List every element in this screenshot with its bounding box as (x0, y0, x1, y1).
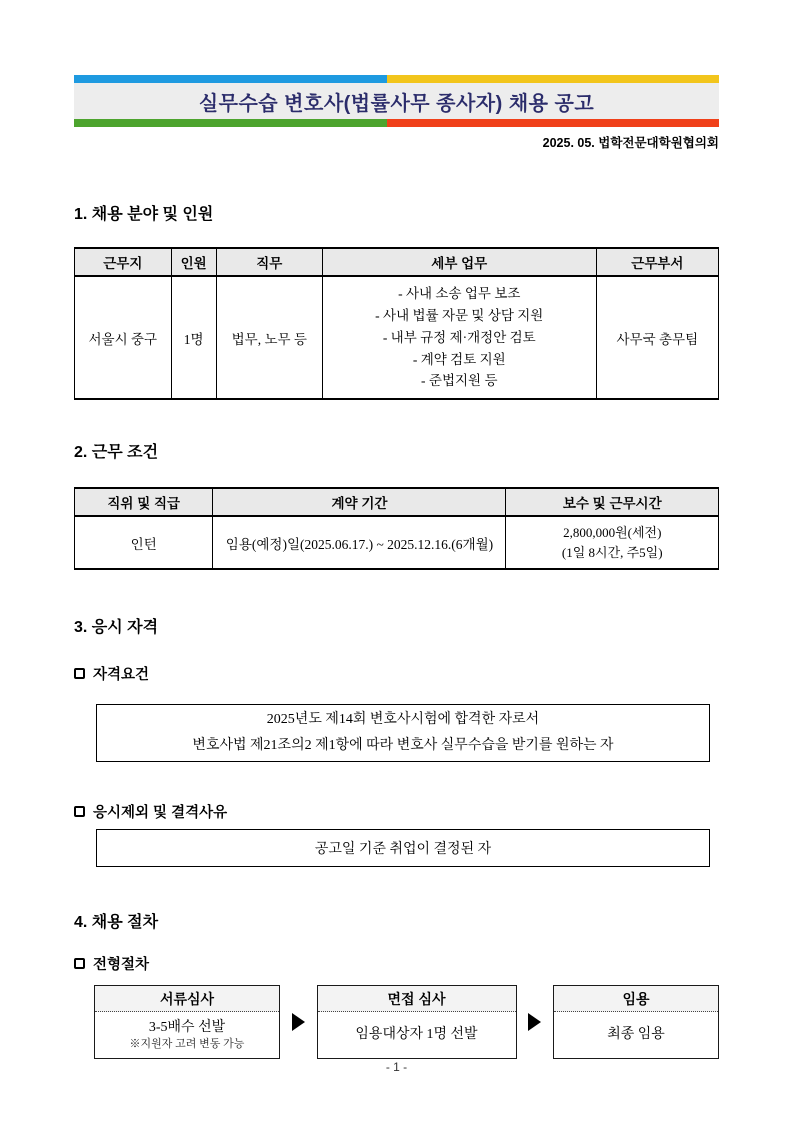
duty-cell: 법무, 노무 등 (216, 276, 322, 399)
column-header-details: 세부 업무 (322, 248, 596, 276)
qualification-box (96, 704, 710, 762)
process-label: 전형절차 (93, 957, 150, 974)
step-line1: 최종 임용 (607, 1027, 665, 1043)
details-cell (322, 276, 596, 399)
detail-line: - 사내 소송 업무 보조 (398, 286, 521, 301)
green-bar-segment (74, 119, 387, 127)
page-number: - 1 - (385, 1060, 408, 1074)
title-band (74, 83, 719, 119)
detail-line: - 계약 검토 지원 (412, 351, 506, 367)
recruitment-table-row (75, 276, 719, 399)
recruitment-table (74, 247, 719, 400)
section4-heading: 4. 채용 절차 (74, 914, 159, 932)
section3-heading: 3. 응시 자격 (74, 619, 159, 637)
recruitment-table-header-row (75, 248, 719, 276)
header-banner (74, 75, 719, 127)
square-bullet-icon (74, 806, 85, 817)
exclusion-subheading (74, 801, 719, 822)
step-line1: 3-5배수 선발 (148, 1020, 226, 1036)
step-body (554, 1012, 718, 1058)
step-line1: 임용대상자 1명 선발 (355, 1027, 478, 1043)
step-body (95, 1012, 279, 1058)
pay-hours-cell (506, 516, 719, 569)
detail-line: - 준법지원 등 (421, 373, 498, 389)
work-conditions-table (74, 487, 719, 570)
red-bar-segment (387, 119, 719, 127)
conditions-table-header-row (75, 488, 719, 516)
exclusion-box (96, 829, 710, 867)
hours-line: (1일 8시간, 주5일) (561, 544, 663, 560)
detail-line: - 사내 법률 자문 및 상담 지원 (375, 307, 544, 323)
arrow-right-icon (292, 1013, 305, 1031)
square-bullet-icon (74, 958, 85, 969)
headcount-cell: 1명 (171, 276, 216, 399)
step-box-appointment (553, 985, 719, 1059)
pay-line: 2,800,000원(세전) (563, 525, 662, 541)
process-subheading (74, 953, 719, 974)
column-header-contract-period: 계약 기간 (213, 488, 506, 516)
square-bullet-icon (74, 668, 85, 679)
column-header-headcount: 인원 (171, 248, 216, 276)
section2-heading: 2. 근무 조건 (74, 444, 159, 462)
step-title: 면접 심사 (318, 986, 516, 1012)
qualification-line: 2025년도 제14회 변호사시험에 합격한 자로서 (266, 712, 540, 728)
arrow-right-icon (528, 1013, 541, 1031)
top-color-bar (74, 75, 719, 83)
section1-heading: 1. 채용 분야 및 인원 (74, 206, 214, 223)
exclusion-label: 응시제외 및 결격사유 (93, 805, 228, 822)
step-body (318, 1012, 516, 1058)
qualification-label: 자격요건 (93, 667, 150, 684)
step-box-interview (317, 985, 517, 1059)
contract-period-cell: 임용(예정)일(2025.06.17.) ~ 2025.12.16.(6개월) (213, 516, 506, 569)
step-title: 서류심사 (95, 986, 279, 1012)
exclusion-line: 공고일 기준 취업이 결정된 자 (314, 842, 492, 858)
column-header-position: 직위 및 직급 (75, 488, 213, 516)
detail-line: - 내부 규정 제·개정안 검토 (382, 329, 536, 345)
column-header-workplace: 근무지 (75, 248, 172, 276)
process-flow (94, 985, 719, 1059)
column-header-department: 근무부서 (596, 248, 718, 276)
date-and-organization: 2025. 05. 법학전문대학원협의회 (542, 136, 719, 150)
blue-bar-segment (74, 75, 387, 83)
qualification-subheading (74, 663, 719, 684)
column-header-duty: 직무 (216, 248, 322, 276)
qualification-line: 변호사법 제21조의2 제1항에 따라 변호사 실무수습을 받기를 원하는 자 (192, 738, 614, 754)
step-title: 임용 (554, 986, 718, 1012)
column-header-pay-hours: 보수 및 근무시간 (506, 488, 719, 516)
document-title: 실무수습 변호사(법률사무 종사자) 채용 공고 (198, 92, 595, 115)
workplace-cell: 서울시 중구 (75, 276, 172, 399)
position-cell: 인턴 (75, 516, 213, 569)
conditions-table-row (75, 516, 719, 569)
department-cell: 사무국 총무팀 (596, 276, 718, 399)
yellow-bar-segment (387, 75, 719, 83)
step-line2: ※지원자 고려 변동 가능 (129, 1038, 245, 1051)
step-box-document-screening (94, 985, 280, 1059)
bottom-color-bar (74, 119, 719, 127)
